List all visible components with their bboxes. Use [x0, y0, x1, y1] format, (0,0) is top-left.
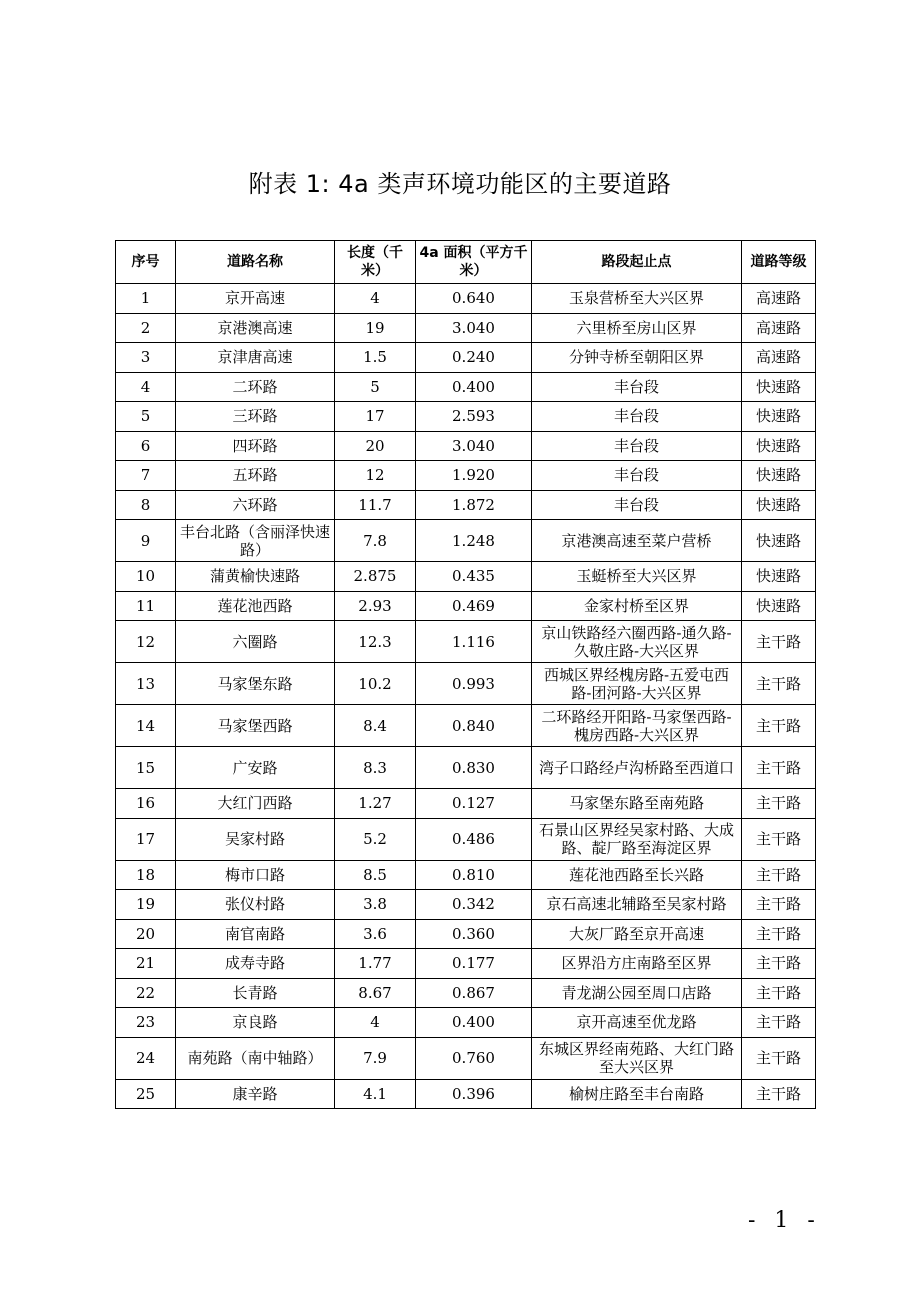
table-row [116, 591, 816, 621]
cell-road-name: 马家堡东路 [176, 663, 335, 705]
cell-index: 20 [116, 919, 176, 949]
cell-index: 22 [116, 978, 176, 1008]
cell-length: 8.5 [335, 860, 416, 890]
cell-area: 0.342 [416, 890, 532, 920]
cell-segment: 分钟寺桥至朝阳区界 [532, 343, 742, 373]
table-row [116, 663, 816, 705]
cell-segment: 石景山区界经吴家村路、大成路、靛厂路至海淀区界 [532, 818, 742, 860]
cell-road-name: 张仪村路 [176, 890, 335, 920]
cell-road-name: 京港澳高速 [176, 313, 335, 343]
cell-index: 10 [116, 562, 176, 592]
cell-area: 0.435 [416, 562, 532, 592]
cell-grade: 主干路 [742, 860, 816, 890]
cell-length: 2.93 [335, 591, 416, 621]
cell-segment: 金家村桥至区界 [532, 591, 742, 621]
cell-index: 4 [116, 372, 176, 402]
cell-index: 19 [116, 890, 176, 920]
cell-length: 12 [335, 461, 416, 491]
cell-road-name: 马家堡西路 [176, 705, 335, 747]
cell-area: 0.396 [416, 1079, 532, 1109]
cell-length: 4 [335, 1008, 416, 1038]
cell-grade: 主干路 [742, 705, 816, 747]
cell-grade: 快速路 [742, 520, 816, 562]
table-row [116, 919, 816, 949]
cell-grade: 主干路 [742, 978, 816, 1008]
cell-road-name: 三环路 [176, 402, 335, 432]
cell-index: 7 [116, 461, 176, 491]
cell-index: 8 [116, 490, 176, 520]
cell-road-name: 成寿寺路 [176, 949, 335, 979]
cell-road-name: 京开高速 [176, 284, 335, 314]
cell-road-name: 南苑路（南中轴路） [176, 1037, 335, 1079]
cell-grade: 快速路 [742, 461, 816, 491]
cell-road-name: 大红门西路 [176, 789, 335, 819]
cell-grade: 快速路 [742, 490, 816, 520]
cell-road-name: 五环路 [176, 461, 335, 491]
cell-index: 14 [116, 705, 176, 747]
table-row [116, 562, 816, 592]
cell-length: 1.27 [335, 789, 416, 819]
header-col-grade: 道路等级 [742, 241, 816, 284]
cell-area: 0.486 [416, 818, 532, 860]
table-row [116, 747, 816, 789]
cell-grade: 高速路 [742, 284, 816, 314]
cell-segment: 京开高速至优龙路 [532, 1008, 742, 1038]
cell-area: 0.177 [416, 949, 532, 979]
cell-grade: 主干路 [742, 663, 816, 705]
cell-area: 0.400 [416, 1008, 532, 1038]
table-row [116, 860, 816, 890]
cell-segment: 湾子口路经卢沟桥路至西道口 [532, 747, 742, 789]
cell-grade: 快速路 [742, 562, 816, 592]
cell-segment: 二环路经开阳路-马家堡西路-槐房西路-大兴区界 [532, 705, 742, 747]
cell-length: 5 [335, 372, 416, 402]
cell-length: 3.6 [335, 919, 416, 949]
cell-index: 24 [116, 1037, 176, 1079]
cell-index: 12 [116, 621, 176, 663]
cell-segment: 马家堡东路至南苑路 [532, 789, 742, 819]
cell-grade: 主干路 [742, 1008, 816, 1038]
cell-grade: 快速路 [742, 591, 816, 621]
cell-grade: 主干路 [742, 1079, 816, 1109]
table-row [116, 461, 816, 491]
cell-index: 13 [116, 663, 176, 705]
cell-length: 1.5 [335, 343, 416, 373]
table-row [116, 402, 816, 432]
cell-area: 0.360 [416, 919, 532, 949]
cell-road-name: 丰台北路（含丽泽快速路） [176, 520, 335, 562]
cell-grade: 快速路 [742, 372, 816, 402]
table-row [116, 1079, 816, 1109]
table-row [116, 490, 816, 520]
cell-grade: 快速路 [742, 402, 816, 432]
cell-length: 4 [335, 284, 416, 314]
cell-length: 7.9 [335, 1037, 416, 1079]
cell-grade: 主干路 [742, 1037, 816, 1079]
cell-segment: 京港澳高速至菜户营桥 [532, 520, 742, 562]
header-col-segment: 路段起止点 [532, 241, 742, 284]
cell-area: 0.127 [416, 789, 532, 819]
cell-length: 17 [335, 402, 416, 432]
table-row [116, 520, 816, 562]
table-row [116, 705, 816, 747]
page-title: 附表 1: 4a 类声环境功能区的主要道路 [248, 170, 672, 198]
cell-road-name: 康辛路 [176, 1079, 335, 1109]
cell-area: 1.116 [416, 621, 532, 663]
cell-area: 0.469 [416, 591, 532, 621]
table-row [116, 890, 816, 920]
header-col-index: 序号 [116, 241, 176, 284]
cell-road-name: 四环路 [176, 431, 335, 461]
cell-grade: 主干路 [742, 890, 816, 920]
cell-area: 0.240 [416, 343, 532, 373]
cell-area: 0.867 [416, 978, 532, 1008]
cell-road-name: 吴家村路 [176, 818, 335, 860]
cell-grade: 主干路 [742, 949, 816, 979]
table-row [116, 949, 816, 979]
cell-index: 11 [116, 591, 176, 621]
cell-segment: 丰台段 [532, 461, 742, 491]
cell-grade: 主干路 [742, 919, 816, 949]
table-row [116, 372, 816, 402]
table-row [116, 818, 816, 860]
table-row [116, 431, 816, 461]
cell-segment: 京山铁路经六圈西路-通久路-久敬庄路-大兴区界 [532, 621, 742, 663]
cell-segment: 六里桥至房山区界 [532, 313, 742, 343]
cell-segment: 大灰厂路至京开高速 [532, 919, 742, 949]
table-row [116, 978, 816, 1008]
cell-area: 0.400 [416, 372, 532, 402]
cell-index: 3 [116, 343, 176, 373]
table-row [116, 1037, 816, 1079]
cell-road-name: 京津唐高速 [176, 343, 335, 373]
cell-segment: 莲花池西路至长兴路 [532, 860, 742, 890]
cell-area: 1.920 [416, 461, 532, 491]
cell-area: 0.840 [416, 705, 532, 747]
cell-length: 20 [335, 431, 416, 461]
cell-length: 12.3 [335, 621, 416, 663]
cell-index: 17 [116, 818, 176, 860]
table-body [116, 284, 816, 1109]
cell-index: 25 [116, 1079, 176, 1109]
cell-segment: 玉蜓桥至大兴区界 [532, 562, 742, 592]
cell-segment: 东城区界经南苑路、大红门路至大兴区界 [532, 1037, 742, 1079]
cell-grade: 主干路 [742, 789, 816, 819]
table-row [116, 621, 816, 663]
cell-road-name: 六圈路 [176, 621, 335, 663]
cell-segment: 丰台段 [532, 372, 742, 402]
cell-road-name: 长青路 [176, 978, 335, 1008]
cell-length: 7.8 [335, 520, 416, 562]
cell-index: 21 [116, 949, 176, 979]
cell-grade: 主干路 [742, 747, 816, 789]
cell-length: 3.8 [335, 890, 416, 920]
cell-segment: 丰台段 [532, 402, 742, 432]
cell-segment: 丰台段 [532, 431, 742, 461]
cell-grade: 高速路 [742, 343, 816, 373]
cell-area: 3.040 [416, 313, 532, 343]
cell-segment: 丰台段 [532, 490, 742, 520]
cell-area: 1.248 [416, 520, 532, 562]
table-row [116, 343, 816, 373]
cell-length: 4.1 [335, 1079, 416, 1109]
cell-length: 2.875 [335, 562, 416, 592]
cell-area: 2.593 [416, 402, 532, 432]
cell-index: 15 [116, 747, 176, 789]
cell-road-name: 广安路 [176, 747, 335, 789]
cell-segment: 区界沿方庄南路至区界 [532, 949, 742, 979]
cell-length: 8.3 [335, 747, 416, 789]
cell-segment: 青龙湖公园至周口店路 [532, 978, 742, 1008]
cell-grade: 主干路 [742, 621, 816, 663]
cell-area: 0.993 [416, 663, 532, 705]
cell-index: 2 [116, 313, 176, 343]
cell-index: 6 [116, 431, 176, 461]
cell-segment: 玉泉营桥至大兴区界 [532, 284, 742, 314]
header-col-length: 长度（千米） [335, 241, 416, 284]
cell-length: 1.77 [335, 949, 416, 979]
cell-length: 8.4 [335, 705, 416, 747]
cell-area: 0.640 [416, 284, 532, 314]
cell-length: 10.2 [335, 663, 416, 705]
cell-road-name: 京良路 [176, 1008, 335, 1038]
table-row [116, 313, 816, 343]
cell-area: 0.760 [416, 1037, 532, 1079]
header-col-area: 4a 面积（平方千米） [416, 241, 532, 284]
cell-area: 1.872 [416, 490, 532, 520]
cell-index: 9 [116, 520, 176, 562]
cell-index: 1 [116, 284, 176, 314]
cell-area: 0.830 [416, 747, 532, 789]
cell-road-name: 二环路 [176, 372, 335, 402]
cell-index: 18 [116, 860, 176, 890]
table-header-row [116, 241, 816, 284]
cell-segment: 西城区界经槐房路-五爱屯西路-团河路-大兴区界 [532, 663, 742, 705]
cell-road-name: 蒲黄榆快速路 [176, 562, 335, 592]
roads-table [115, 240, 816, 1109]
cell-length: 8.67 [335, 978, 416, 1008]
table-row [116, 1008, 816, 1038]
header-col-road-name: 道路名称 [176, 241, 335, 284]
table-row [116, 789, 816, 819]
cell-length: 19 [335, 313, 416, 343]
cell-length: 5.2 [335, 818, 416, 860]
cell-grade: 高速路 [742, 313, 816, 343]
cell-grade: 主干路 [742, 818, 816, 860]
cell-area: 0.810 [416, 860, 532, 890]
cell-segment: 京石高速北辅路至吴家村路 [532, 890, 742, 920]
cell-road-name: 梅市口路 [176, 860, 335, 890]
cell-segment: 榆树庄路至丰台南路 [532, 1079, 742, 1109]
page-number: - 1 - [748, 1208, 821, 1233]
cell-road-name: 莲花池西路 [176, 591, 335, 621]
cell-index: 5 [116, 402, 176, 432]
cell-area: 3.040 [416, 431, 532, 461]
cell-road-name: 六环路 [176, 490, 335, 520]
cell-index: 16 [116, 789, 176, 819]
cell-road-name: 南官南路 [176, 919, 335, 949]
cell-length: 11.7 [335, 490, 416, 520]
cell-grade: 快速路 [742, 431, 816, 461]
table-row [116, 284, 816, 314]
cell-index: 23 [116, 1008, 176, 1038]
